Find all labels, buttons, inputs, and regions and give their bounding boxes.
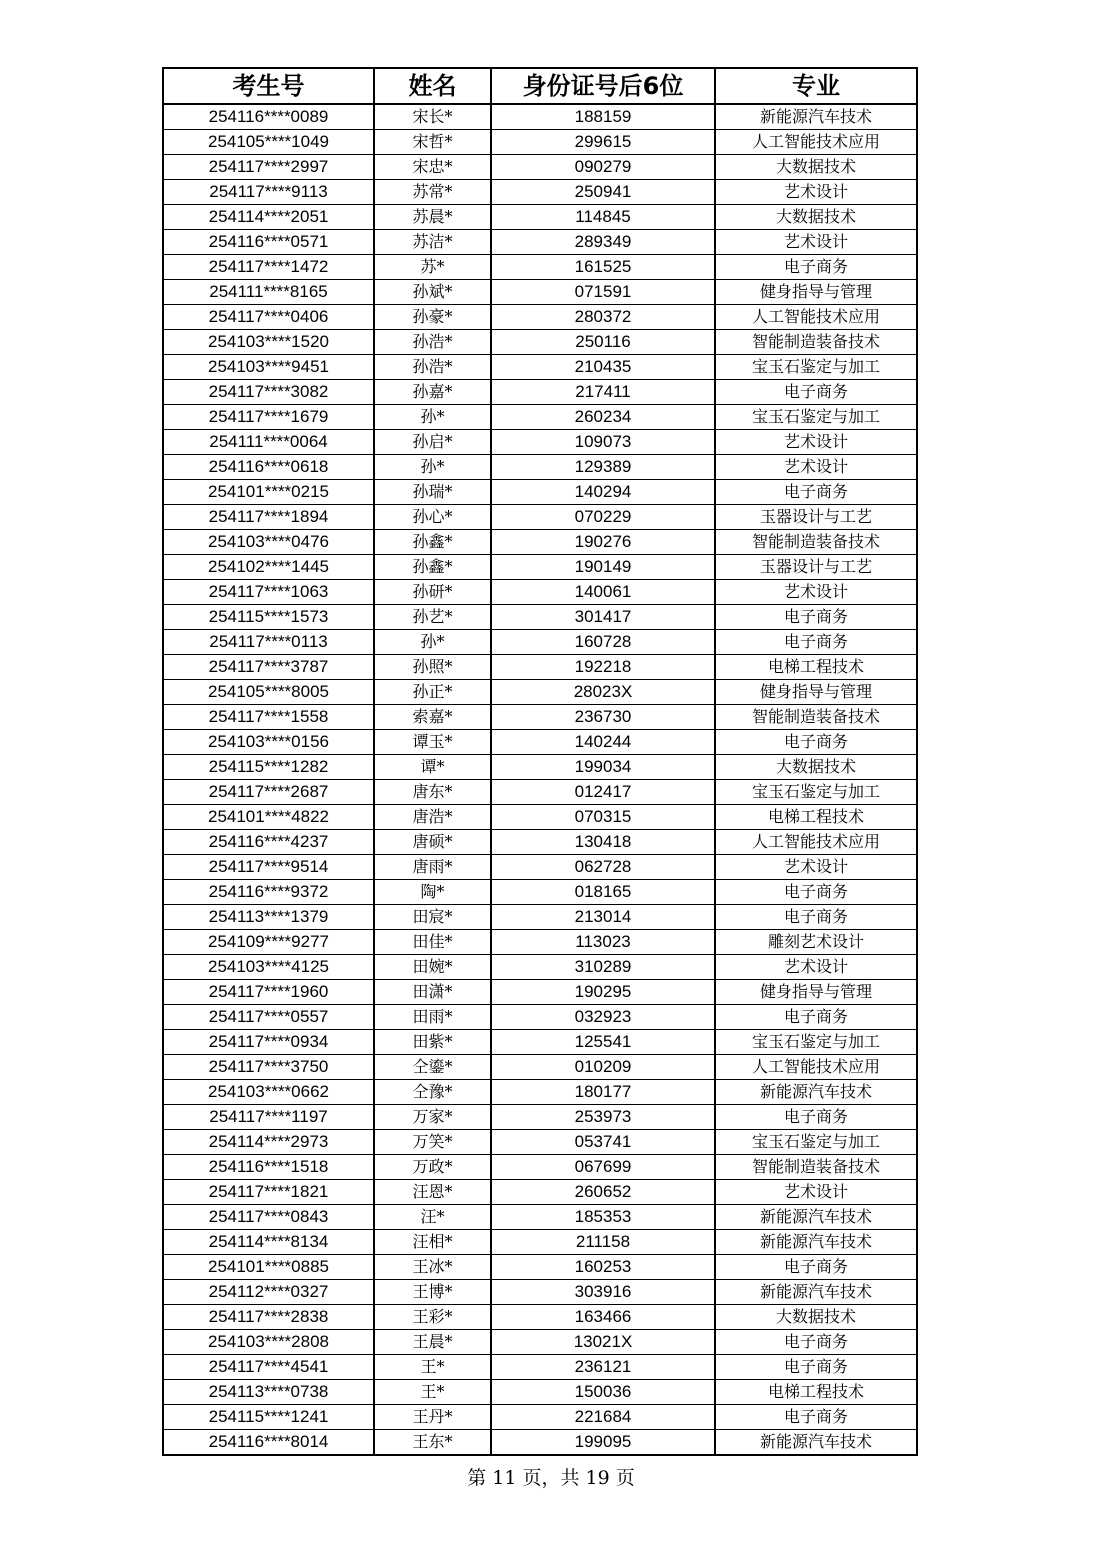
major-cell: 雕刻艺术设计 [715, 930, 917, 955]
id-last-six-cell: 303916 [491, 1280, 715, 1305]
table-row [163, 805, 917, 830]
id-last-six-cell: 067699 [491, 1155, 715, 1180]
major-cell: 电梯工程技术 [715, 655, 917, 680]
name-cell: 王彩* [374, 1305, 491, 1330]
id-last-six-cell: 210435 [491, 355, 715, 380]
exam-number-cell: 254105****1049 [163, 130, 374, 155]
admission-roster-table [162, 67, 918, 1456]
exam-number-cell: 254101****0885 [163, 1255, 374, 1280]
table-row [163, 830, 917, 855]
exam-number-cell: 254117****0557 [163, 1005, 374, 1030]
id-last-six-cell: 130418 [491, 830, 715, 855]
id-last-six-cell: 250941 [491, 180, 715, 205]
name-cell: 宋忠* [374, 155, 491, 180]
id-last-six-cell: 192218 [491, 655, 715, 680]
major-cell: 宝玉石鉴定与加工 [715, 780, 917, 805]
major-cell: 人工智能技术应用 [715, 830, 917, 855]
major-cell: 宝玉石鉴定与加工 [715, 1130, 917, 1155]
major-cell: 电子商务 [715, 1405, 917, 1430]
table-row [163, 1130, 917, 1155]
id-last-six-cell: 114845 [491, 205, 715, 230]
id-last-six-cell: 199095 [491, 1430, 715, 1456]
exam-number-cell: 254117****0406 [163, 305, 374, 330]
id-last-six-cell: 018165 [491, 880, 715, 905]
table-row [163, 230, 917, 255]
id-last-six-cell: 28023X [491, 680, 715, 705]
id-last-six-cell: 13021X [491, 1330, 715, 1355]
exam-number-cell: 254115****1573 [163, 605, 374, 630]
major-cell: 新能源汽车技术 [715, 1280, 917, 1305]
id-last-six-cell: 109073 [491, 430, 715, 455]
name-cell: 田宸* [374, 905, 491, 930]
major-cell: 智能制造装备技术 [715, 705, 917, 730]
major-cell: 玉器设计与工艺 [715, 555, 917, 580]
exam-number-cell: 254117****2838 [163, 1305, 374, 1330]
exam-number-cell: 254112****0327 [163, 1280, 374, 1305]
major-cell: 大数据技术 [715, 1305, 917, 1330]
table-row [163, 1205, 917, 1230]
major-cell: 新能源汽车技术 [715, 1080, 917, 1105]
name-cell: 陶* [374, 880, 491, 905]
name-cell: 田婉* [374, 955, 491, 980]
exam-number-cell: 254103****4125 [163, 955, 374, 980]
major-cell: 电子商务 [715, 1105, 917, 1130]
table-row [163, 555, 917, 580]
exam-number-cell: 254103****9451 [163, 355, 374, 380]
name-cell: 汪相* [374, 1230, 491, 1255]
major-cell: 艺术设计 [715, 455, 917, 480]
table-row [163, 480, 917, 505]
id-last-six-cell: 188159 [491, 104, 715, 130]
major-cell: 健身指导与管理 [715, 280, 917, 305]
exam-number-cell: 254117****2687 [163, 780, 374, 805]
table-row [163, 1255, 917, 1280]
name-cell: 苏常* [374, 180, 491, 205]
exam-number-cell: 254116****8014 [163, 1430, 374, 1456]
name-cell: 孙斌* [374, 280, 491, 305]
major-cell: 人工智能技术应用 [715, 305, 917, 330]
table-row [163, 1380, 917, 1405]
exam-number-cell: 254117****1197 [163, 1105, 374, 1130]
major-cell: 大数据技术 [715, 155, 917, 180]
exam-number-cell: 254102****1445 [163, 555, 374, 580]
table-row [163, 155, 917, 180]
id-last-six-cell: 012417 [491, 780, 715, 805]
id-last-six-cell: 140061 [491, 580, 715, 605]
name-cell: 孙* [374, 455, 491, 480]
id-last-six-cell: 161525 [491, 255, 715, 280]
name-cell: 唐东* [374, 780, 491, 805]
table-row [163, 305, 917, 330]
major-cell: 电子商务 [715, 1255, 917, 1280]
major-cell: 电子商务 [715, 730, 917, 755]
table-row [163, 330, 917, 355]
major-cell: 电子商务 [715, 605, 917, 630]
table-row [163, 505, 917, 530]
table-row [163, 455, 917, 480]
id-last-six-cell: 185353 [491, 1205, 715, 1230]
major-cell: 宝玉石鉴定与加工 [715, 1030, 917, 1055]
header-major: 专业 [715, 68, 917, 104]
table-row [163, 730, 917, 755]
major-cell: 电子商务 [715, 1330, 917, 1355]
major-cell: 电子商务 [715, 630, 917, 655]
name-cell: 田佳* [374, 930, 491, 955]
major-cell: 大数据技术 [715, 205, 917, 230]
major-cell: 电子商务 [715, 880, 917, 905]
id-last-six-cell: 190295 [491, 980, 715, 1005]
major-cell: 宝玉石鉴定与加工 [715, 355, 917, 380]
exam-number-cell: 254116****4237 [163, 830, 374, 855]
table-row [163, 780, 917, 805]
exam-number-cell: 254117****1821 [163, 1180, 374, 1205]
id-last-six-cell: 010209 [491, 1055, 715, 1080]
id-last-six-cell: 199034 [491, 755, 715, 780]
major-cell: 艺术设计 [715, 180, 917, 205]
exam-number-cell: 254116****1518 [163, 1155, 374, 1180]
exam-number-cell: 254117****9514 [163, 855, 374, 880]
name-cell: 宋哲* [374, 130, 491, 155]
name-cell: 王* [374, 1380, 491, 1405]
table-row [163, 405, 917, 430]
major-cell: 人工智能技术应用 [715, 130, 917, 155]
major-cell: 健身指导与管理 [715, 980, 917, 1005]
table-row [163, 580, 917, 605]
id-last-six-cell: 090279 [491, 155, 715, 180]
name-cell: 宋长* [374, 104, 491, 130]
major-cell: 艺术设计 [715, 430, 917, 455]
name-cell: 苏* [374, 255, 491, 280]
exam-number-cell: 254116****0618 [163, 455, 374, 480]
exam-number-cell: 254103****2808 [163, 1330, 374, 1355]
major-cell: 电梯工程技术 [715, 805, 917, 830]
major-cell: 大数据技术 [715, 755, 917, 780]
major-cell: 新能源汽车技术 [715, 1230, 917, 1255]
name-cell: 孙艺* [374, 605, 491, 630]
table-row [163, 1080, 917, 1105]
major-cell: 新能源汽车技术 [715, 1205, 917, 1230]
name-cell: 孙启* [374, 430, 491, 455]
exam-number-cell: 254117****0843 [163, 1205, 374, 1230]
exam-number-cell: 254117****4541 [163, 1355, 374, 1380]
exam-number-cell: 254117****1558 [163, 705, 374, 730]
exam-number-cell: 254103****0156 [163, 730, 374, 755]
name-cell: 田潇* [374, 980, 491, 1005]
name-cell: 孙* [374, 630, 491, 655]
id-last-six-cell: 260652 [491, 1180, 715, 1205]
table-row [163, 205, 917, 230]
major-cell: 智能制造装备技术 [715, 330, 917, 355]
table-row [163, 980, 917, 1005]
table-row [163, 880, 917, 905]
name-cell: 孙鑫* [374, 555, 491, 580]
name-cell: 唐雨* [374, 855, 491, 880]
id-last-six-cell: 070315 [491, 805, 715, 830]
name-cell: 孙嘉* [374, 380, 491, 405]
exam-number-cell: 254101****4822 [163, 805, 374, 830]
exam-number-cell: 254117****3750 [163, 1055, 374, 1080]
name-cell: 孙鑫* [374, 530, 491, 555]
id-last-six-cell: 070229 [491, 505, 715, 530]
table-row [163, 655, 917, 680]
major-cell: 艺术设计 [715, 230, 917, 255]
table-row [163, 104, 917, 130]
id-last-six-cell: 113023 [491, 930, 715, 955]
table-row [163, 380, 917, 405]
name-cell: 王丹* [374, 1405, 491, 1430]
id-last-six-cell: 211158 [491, 1230, 715, 1255]
exam-number-cell: 254113****0738 [163, 1380, 374, 1405]
table-row [163, 1005, 917, 1030]
id-last-six-cell: 190149 [491, 555, 715, 580]
exam-number-cell: 254117****0934 [163, 1030, 374, 1055]
table-row [163, 1405, 917, 1430]
major-cell: 电子商务 [715, 480, 917, 505]
major-cell: 电子商务 [715, 255, 917, 280]
table-header-row [163, 68, 917, 104]
name-cell: 田雨* [374, 1005, 491, 1030]
header-name: 姓名 [374, 68, 491, 104]
name-cell: 王冰* [374, 1255, 491, 1280]
exam-number-cell: 254115****1241 [163, 1405, 374, 1430]
table-row [163, 1155, 917, 1180]
table-row [163, 1230, 917, 1255]
name-cell: 汪恩* [374, 1180, 491, 1205]
name-cell: 孙浩* [374, 355, 491, 380]
id-last-six-cell: 236121 [491, 1355, 715, 1380]
name-cell: 孙豪* [374, 305, 491, 330]
name-cell: 汪* [374, 1205, 491, 1230]
name-cell: 唐浩* [374, 805, 491, 830]
major-cell: 电子商务 [715, 905, 917, 930]
id-last-six-cell: 253973 [491, 1105, 715, 1130]
id-last-six-cell: 190276 [491, 530, 715, 555]
exam-number-cell: 254103****0476 [163, 530, 374, 555]
table-row [163, 1030, 917, 1055]
name-cell: 王* [374, 1355, 491, 1380]
id-last-six-cell: 150036 [491, 1380, 715, 1405]
exam-number-cell: 254103****1520 [163, 330, 374, 355]
name-cell: 唐硕* [374, 830, 491, 855]
id-last-six-cell: 053741 [491, 1130, 715, 1155]
page-footer: 第 11 页，共 19 页 [467, 1467, 635, 1489]
name-cell: 孙瑞* [374, 480, 491, 505]
name-cell: 索嘉* [374, 705, 491, 730]
table-row [163, 955, 917, 980]
exam-number-cell: 254116****9372 [163, 880, 374, 905]
id-last-six-cell: 236730 [491, 705, 715, 730]
table-row [163, 1305, 917, 1330]
table-row [163, 930, 917, 955]
id-last-six-cell: 299615 [491, 130, 715, 155]
name-cell: 万政* [374, 1155, 491, 1180]
table-row [163, 855, 917, 880]
id-last-six-cell: 260234 [491, 405, 715, 430]
exam-number-cell: 254117****1960 [163, 980, 374, 1005]
table-row [163, 255, 917, 280]
id-last-six-cell: 032923 [491, 1005, 715, 1030]
table-row [163, 630, 917, 655]
major-cell: 健身指导与管理 [715, 680, 917, 705]
header-exam-number: 考生号 [163, 68, 374, 104]
name-cell: 孙正* [374, 680, 491, 705]
major-cell: 电子商务 [715, 380, 917, 405]
major-cell: 宝玉石鉴定与加工 [715, 405, 917, 430]
roster-sheet [162, 67, 916, 1456]
id-last-six-cell: 160253 [491, 1255, 715, 1280]
major-cell: 艺术设计 [715, 1180, 917, 1205]
id-last-six-cell: 125541 [491, 1030, 715, 1055]
id-last-six-cell: 213014 [491, 905, 715, 930]
exam-number-cell: 254114****8134 [163, 1230, 374, 1255]
id-last-six-cell: 160728 [491, 630, 715, 655]
name-cell: 苏洁* [374, 230, 491, 255]
exam-number-cell: 254114****2051 [163, 205, 374, 230]
id-last-six-cell: 280372 [491, 305, 715, 330]
name-cell: 苏晨* [374, 205, 491, 230]
exam-number-cell: 254103****0662 [163, 1080, 374, 1105]
id-last-six-cell: 062728 [491, 855, 715, 880]
table-row [163, 755, 917, 780]
exam-number-cell: 254117****0113 [163, 630, 374, 655]
exam-number-cell: 254117****1472 [163, 255, 374, 280]
name-cell: 谭* [374, 755, 491, 780]
id-last-six-cell: 250116 [491, 330, 715, 355]
table-row [163, 1055, 917, 1080]
id-last-six-cell: 217411 [491, 380, 715, 405]
exam-number-cell: 254114****2973 [163, 1130, 374, 1155]
major-cell: 智能制造装备技术 [715, 530, 917, 555]
name-cell: 孙心* [374, 505, 491, 530]
exam-number-cell: 254111****8165 [163, 280, 374, 305]
id-last-six-cell: 310289 [491, 955, 715, 980]
id-last-six-cell: 301417 [491, 605, 715, 630]
table-row [163, 705, 917, 730]
exam-number-cell: 254113****1379 [163, 905, 374, 930]
major-cell: 人工智能技术应用 [715, 1055, 917, 1080]
major-cell: 新能源汽车技术 [715, 104, 917, 130]
table-row [163, 680, 917, 705]
name-cell: 谭玉* [374, 730, 491, 755]
name-cell: 孙照* [374, 655, 491, 680]
name-cell: 万家* [374, 1105, 491, 1130]
exam-number-cell: 254117****9113 [163, 180, 374, 205]
table-row [163, 530, 917, 555]
table-row [163, 130, 917, 155]
table-row [163, 1430, 917, 1456]
table-row [163, 1355, 917, 1380]
id-last-six-cell: 289349 [491, 230, 715, 255]
name-cell: 孙研* [374, 580, 491, 605]
name-cell: 孙浩* [374, 330, 491, 355]
name-cell: 王晨* [374, 1330, 491, 1355]
id-last-six-cell: 140244 [491, 730, 715, 755]
name-cell: 王东* [374, 1430, 491, 1456]
id-last-six-cell: 180177 [491, 1080, 715, 1105]
table-row [163, 1105, 917, 1130]
exam-number-cell: 254111****0064 [163, 430, 374, 455]
name-cell: 王博* [374, 1280, 491, 1305]
table-row [163, 1180, 917, 1205]
major-cell: 艺术设计 [715, 855, 917, 880]
name-cell: 孙* [374, 405, 491, 430]
major-cell: 艺术设计 [715, 580, 917, 605]
header-id-last-six: 身份证号后6位 [491, 68, 715, 104]
major-cell: 电子商务 [715, 1355, 917, 1380]
exam-number-cell: 254117****1063 [163, 580, 374, 605]
id-last-six-cell: 071591 [491, 280, 715, 305]
name-cell: 仝鎏* [374, 1055, 491, 1080]
id-last-six-cell: 140294 [491, 480, 715, 505]
major-cell: 电梯工程技术 [715, 1380, 917, 1405]
exam-number-cell: 254115****1282 [163, 755, 374, 780]
exam-number-cell: 254116****0089 [163, 104, 374, 130]
exam-number-cell: 254117****2997 [163, 155, 374, 180]
exam-number-cell: 254101****0215 [163, 480, 374, 505]
exam-number-cell: 254117****3787 [163, 655, 374, 680]
major-cell: 电子商务 [715, 1005, 917, 1030]
exam-number-cell: 254117****1679 [163, 405, 374, 430]
name-cell: 万笑* [374, 1130, 491, 1155]
table-row [163, 280, 917, 305]
table-row [163, 355, 917, 380]
table-row [163, 1330, 917, 1355]
table-row [163, 605, 917, 630]
id-last-six-cell: 163466 [491, 1305, 715, 1330]
major-cell: 智能制造装备技术 [715, 1155, 917, 1180]
name-cell: 田紫* [374, 1030, 491, 1055]
exam-number-cell: 254117****3082 [163, 380, 374, 405]
exam-number-cell: 254116****0571 [163, 230, 374, 255]
exam-number-cell: 254109****9277 [163, 930, 374, 955]
table-row [163, 905, 917, 930]
id-last-six-cell: 129389 [491, 455, 715, 480]
major-cell: 艺术设计 [715, 955, 917, 980]
table-row [163, 180, 917, 205]
major-cell: 玉器设计与工艺 [715, 505, 917, 530]
id-last-six-cell: 221684 [491, 1405, 715, 1430]
table-body [163, 104, 917, 1455]
table-row [163, 1280, 917, 1305]
exam-number-cell: 254105****8005 [163, 680, 374, 705]
table-row [163, 430, 917, 455]
major-cell: 新能源汽车技术 [715, 1430, 917, 1456]
exam-number-cell: 254117****1894 [163, 505, 374, 530]
name-cell: 仝豫* [374, 1080, 491, 1105]
